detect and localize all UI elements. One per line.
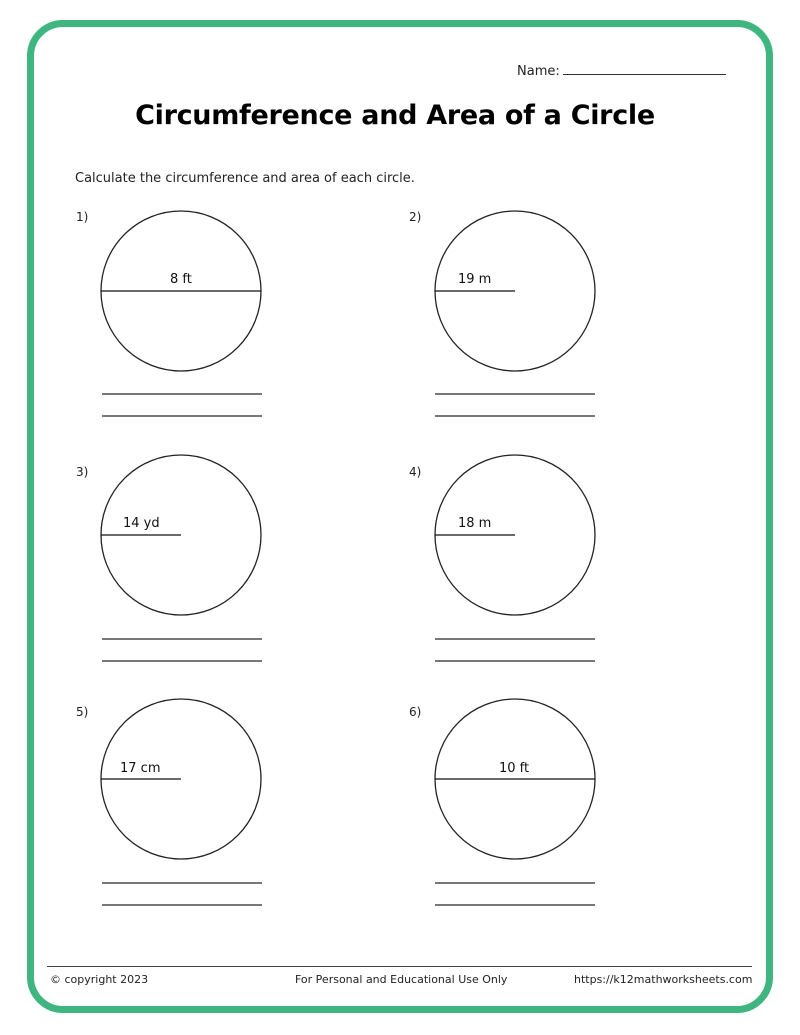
name-field <box>517 62 726 79</box>
radius-label: 18 m <box>458 516 492 531</box>
instructions: Calculate the circumference and area of each circle. <box>75 171 415 186</box>
area-answer-line[interactable] <box>102 904 262 906</box>
problem-2 <box>400 195 640 425</box>
circle-diagram <box>400 195 640 425</box>
footer-url-link[interactable]: https://k12mathworksheets.com <box>574 973 753 986</box>
name-blank-line[interactable] <box>563 62 726 75</box>
radius-label: 19 m <box>458 272 492 287</box>
footer-divider <box>47 966 752 967</box>
area-answer-line[interactable] <box>435 415 595 417</box>
problem-1 <box>60 195 300 425</box>
circle-diagram <box>400 690 640 920</box>
area-answer-line[interactable] <box>435 904 595 906</box>
problem-number: 1) <box>76 210 89 224</box>
problem-number: 6) <box>409 705 422 719</box>
circumference-answer-line[interactable] <box>435 638 595 640</box>
problem-5 <box>60 690 300 920</box>
problem-number: 2) <box>409 210 422 224</box>
footer-copyright: © copyright 2023 <box>50 973 149 986</box>
area-answer-line[interactable] <box>435 660 595 662</box>
footer-usage-note: For Personal and Educational Use Only <box>295 973 508 986</box>
circumference-answer-line[interactable] <box>102 393 262 395</box>
diameter-label: 8 ft <box>170 272 192 287</box>
problem-4 <box>400 450 640 680</box>
circumference-answer-line[interactable] <box>435 393 595 395</box>
problem-number: 5) <box>76 705 89 719</box>
circumference-answer-line[interactable] <box>102 638 262 640</box>
problem-3 <box>60 450 300 680</box>
problem-6 <box>400 690 640 920</box>
page-title: Circumference and Area of a Circle <box>135 100 655 131</box>
name-label: Name: <box>517 64 560 79</box>
area-answer-line[interactable] <box>102 415 262 417</box>
circle-diagram <box>60 690 300 920</box>
circle-diagram <box>60 195 300 425</box>
circle-diagram <box>400 450 640 680</box>
area-answer-line[interactable] <box>102 660 262 662</box>
circumference-answer-line[interactable] <box>102 882 262 884</box>
circumference-answer-line[interactable] <box>435 882 595 884</box>
problem-number: 3) <box>76 465 89 479</box>
problem-number: 4) <box>409 465 422 479</box>
radius-label: 14 yd <box>123 516 160 531</box>
radius-label: 17 cm <box>120 761 161 776</box>
circle-diagram <box>60 450 300 680</box>
diameter-label: 10 ft <box>499 761 530 776</box>
